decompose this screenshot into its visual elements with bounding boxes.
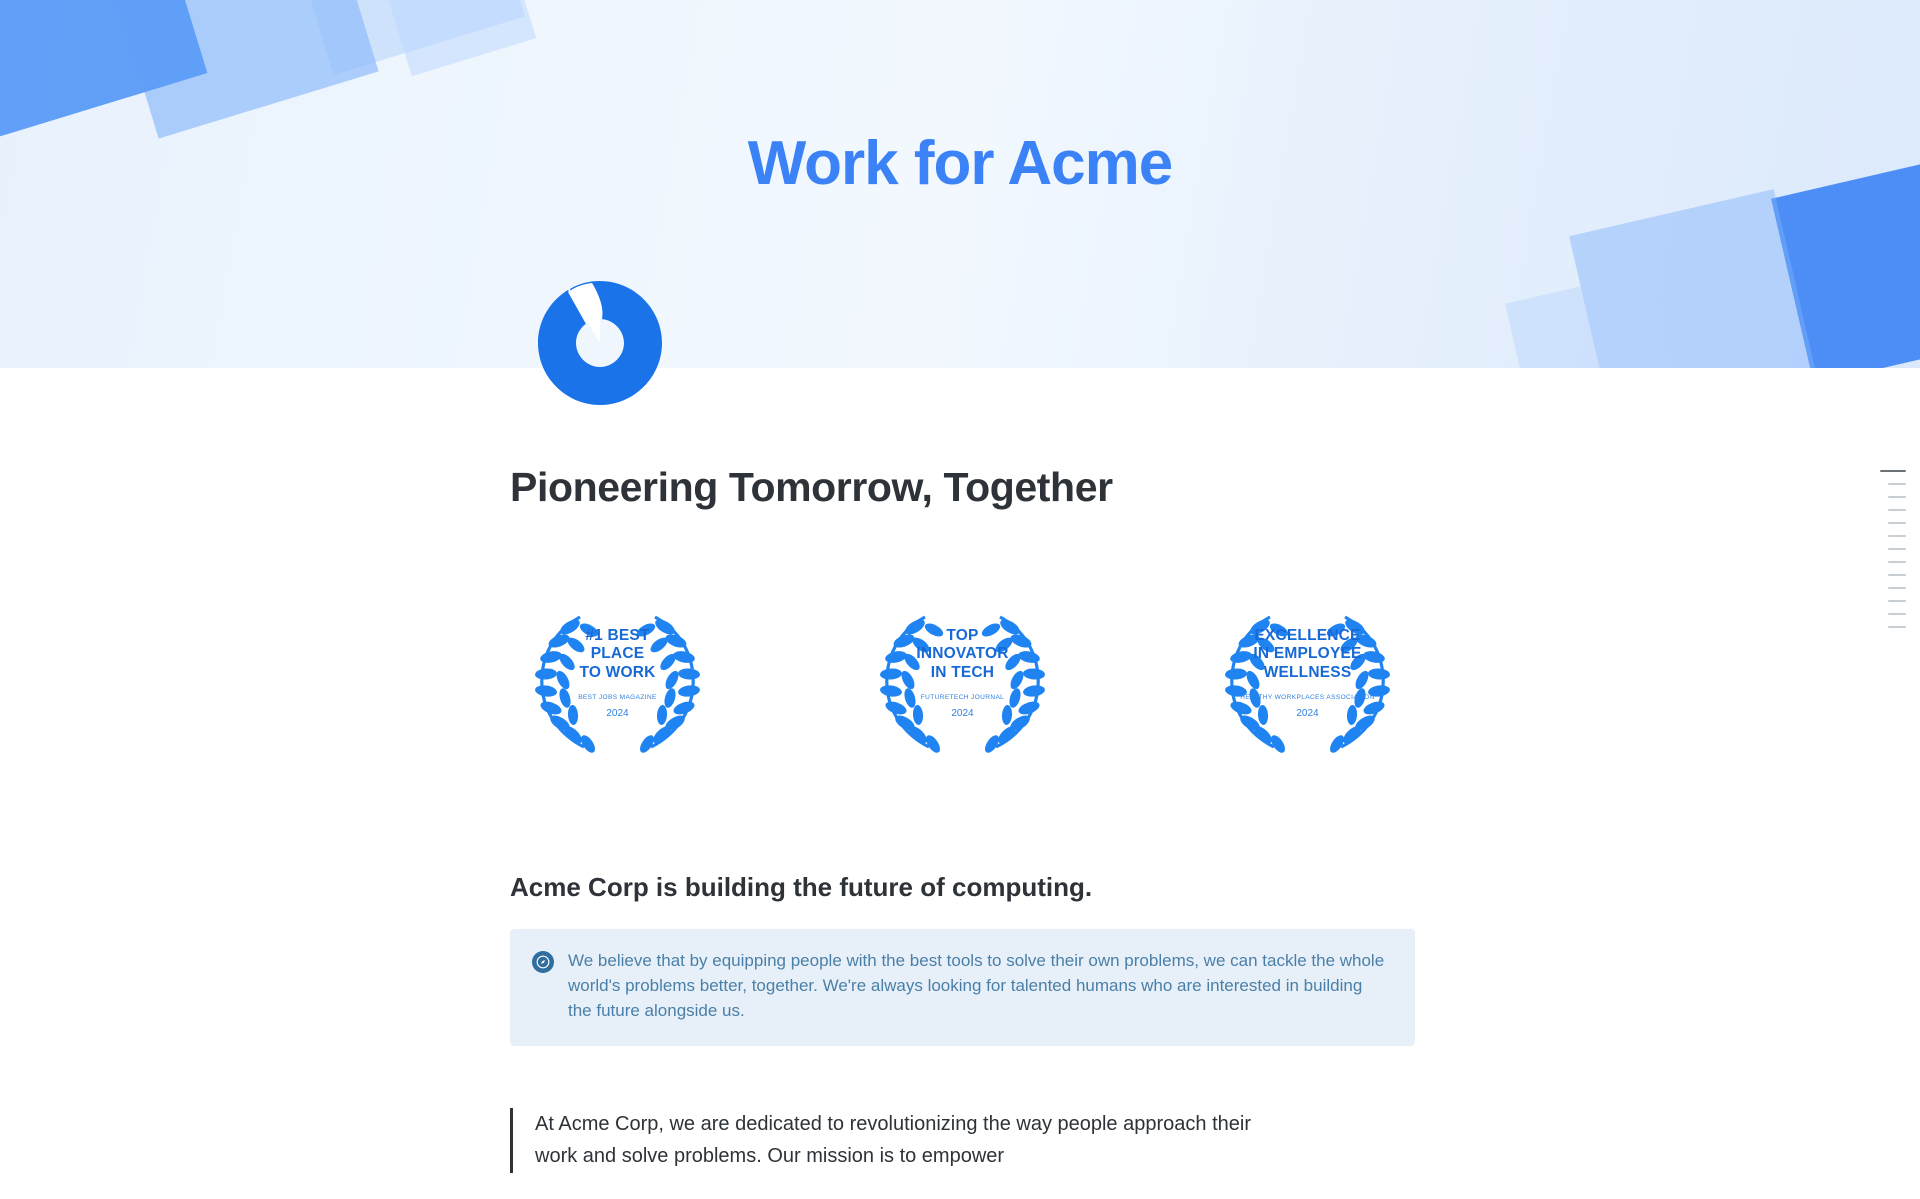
document-content <box>510 368 1415 1173</box>
page-title: Pioneering Tomorrow, Together <box>510 464 1113 510</box>
decorative-square <box>1505 270 1685 368</box>
award-organization: HEALTHY WORKPLACES ASSOCIATION <box>1240 693 1375 701</box>
callout-text: We believe that by equipping people with the best tools to solve their own problems, we can tackle the whole world's problems better, together. We're always looking for talented humans who are interested in building the future alongside us. <box>568 951 1385 1020</box>
minimap-line[interactable] <box>1888 509 1906 511</box>
document-outline-minimap[interactable] <box>1862 470 1906 628</box>
award-title-line: EXCELLENCE <box>1254 627 1361 644</box>
decorative-square <box>275 0 525 75</box>
compass-icon <box>532 951 554 973</box>
decorative-square <box>374 0 536 76</box>
minimap-line[interactable] <box>1888 574 1906 576</box>
award-title-line: IN EMPLOYEE <box>1253 645 1362 663</box>
minimap-line[interactable] <box>1888 548 1906 550</box>
award-text <box>510 627 725 719</box>
award-title-line: WELLNESS <box>1263 663 1352 681</box>
decorative-square <box>0 0 207 137</box>
award-organization: BEST JOBS MAGAZINE <box>578 693 657 701</box>
decorative-square <box>91 0 378 139</box>
award-year: 2024 <box>951 707 974 719</box>
minimap-line[interactable] <box>1888 496 1906 498</box>
hero-title: Work for Acme <box>747 129 1173 198</box>
award-year: 2024 <box>606 707 629 719</box>
minimap-line[interactable] <box>1888 613 1906 615</box>
minimap-line[interactable] <box>1888 522 1906 524</box>
award-title-line: TOP <box>946 627 979 644</box>
award-badge <box>1200 599 1415 764</box>
minimap-line[interactable] <box>1888 600 1906 602</box>
hero-banner <box>0 0 1920 368</box>
award-organization: FUTURETECH JOURNAL <box>920 693 1005 701</box>
minimap-line[interactable] <box>1888 561 1906 563</box>
callout-block <box>510 929 1415 1046</box>
award-title-line: #1 BEST <box>585 627 650 644</box>
award-year: 2024 <box>1296 707 1319 719</box>
minimap-line[interactable] <box>1888 587 1906 589</box>
award-text <box>1200 627 1415 719</box>
awards-row <box>510 599 1415 764</box>
decorative-square <box>1569 189 1821 368</box>
award-title-line: INNOVATOR <box>916 645 1009 663</box>
body-paragraph: At Acme Corp, we are dedicated to revolutionizing the way people approach their work and solve problems. Our mission is to empower <box>510 1108 1270 1173</box>
award-title-line: IN TECH <box>930 663 995 681</box>
minimap-line[interactable] <box>1888 626 1906 628</box>
minimap-line[interactable] <box>1888 535 1906 537</box>
minimap-line[interactable] <box>1880 470 1906 472</box>
award-title-line: PLACE <box>590 645 645 663</box>
award-text <box>855 627 1070 719</box>
acme-logo-icon <box>530 273 670 413</box>
minimap-line[interactable] <box>1888 483 1906 485</box>
award-badge <box>855 599 1070 764</box>
award-title-line: TO WORK <box>579 663 656 681</box>
award-badge <box>510 599 725 764</box>
section-heading: Acme Corp is building the future of computing. <box>510 872 1093 902</box>
